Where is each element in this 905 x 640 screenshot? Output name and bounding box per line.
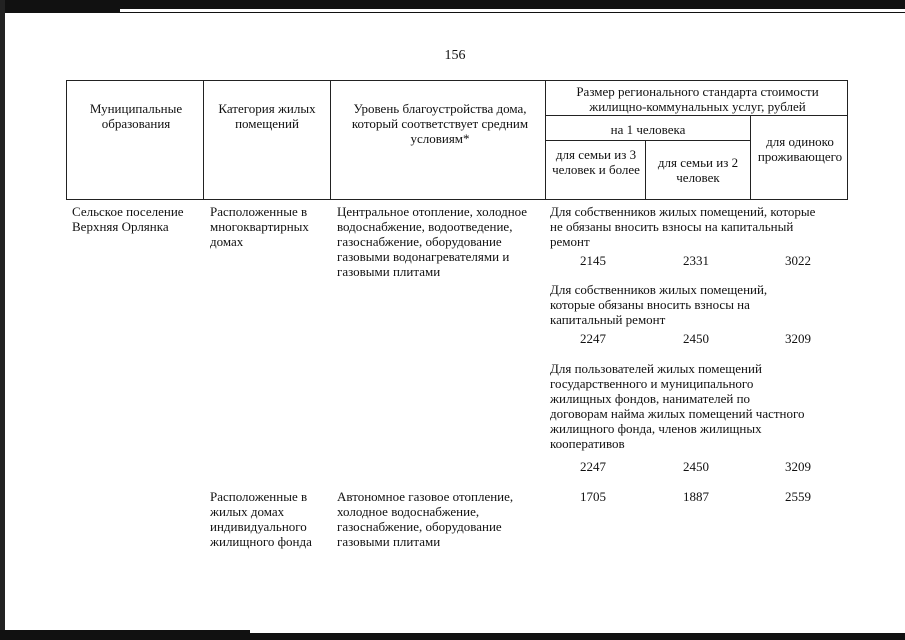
col2-divider	[330, 80, 331, 200]
value-owners-capital-fam3: 2247	[580, 331, 606, 346]
value-owners-no-capital-fam3: 2145	[580, 253, 606, 268]
col1-divider	[203, 80, 204, 200]
group-label-tenants: Для пользователей жилых помещений государственного и муниципального жилищных фондов, нанимателей по договорам найма жилых помещений частного жилищного фонда, членов жилищных кооперативов	[550, 361, 805, 451]
value-house-single: 2559	[785, 489, 811, 504]
comfort-apartment: Центральное отопление, холодное водоснабжение, водоотведение, газоснабжение, оборудование газовыми водонагревателями и газовыми плитами	[337, 204, 528, 279]
value-house-fam2: 1887	[683, 489, 709, 504]
category-apartment: Расположенные в многоквартирных домах	[210, 204, 309, 249]
single-divider	[750, 115, 751, 200]
value-owners-capital-single: 3209	[785, 331, 811, 346]
value-tenants-fam3: 2247	[580, 459, 606, 474]
value-owners-no-capital-single: 3022	[785, 253, 811, 268]
municipality-name: Сельское поселение Верхняя Орлянка	[72, 204, 184, 234]
fam-divider	[645, 140, 646, 200]
page-number: 156	[444, 48, 466, 63]
header-standard-size: Размер регионального стандарта стоимости жилищно-коммунальных услуг, рублей	[576, 84, 819, 114]
header-comfort-level: Уровень благоустройства дома, который соответствует средним условиям*	[351, 101, 529, 146]
value-house-fam3: 1705	[580, 489, 606, 504]
scan-border-bottom-gap	[250, 630, 905, 633]
per-person-bottom-border	[545, 140, 750, 141]
table-top-border	[66, 80, 848, 81]
header-family-2: для семьи из 2 человек	[657, 155, 739, 185]
comfort-individual-house: Автономное газовое отопление, холодное водоснабжение, газоснабжение, оборудование газовыми плитами	[337, 489, 514, 549]
scan-border-left	[0, 0, 5, 640]
value-owners-capital-fam2: 2450	[683, 331, 709, 346]
scan-border-top-gap	[120, 9, 905, 12]
category-individual-house: Расположенные в жилых домах индивидуального жилищного фонда	[210, 489, 312, 549]
header-family-3: для семьи из 3 человек и более	[552, 147, 640, 177]
col3-divider	[545, 80, 546, 200]
group-label-owners-capital: Для собственников жилых помещений, которые обязаны вносить взносы на капитальный ремонт	[550, 282, 768, 327]
table-right-border	[847, 80, 848, 200]
size-group-bottom-border	[545, 115, 848, 116]
table-left-border	[66, 80, 67, 200]
header-single: для одиноко проживающего	[757, 134, 843, 164]
value-owners-no-capital-fam2: 2331	[683, 253, 709, 268]
header-per-person: на 1 человека	[610, 122, 686, 137]
group-label-owners-no-capital: Для собственников жилых помещений, которые не обязаны вносить взносы на капитальный ремонт	[550, 204, 816, 249]
value-tenants-single: 3209	[785, 459, 811, 474]
header-category: Категория жилых помещений	[218, 101, 316, 131]
value-tenants-fam2: 2450	[683, 459, 709, 474]
header-municipality: Муниципальные образования	[89, 101, 183, 131]
header-bottom-border	[66, 199, 848, 200]
